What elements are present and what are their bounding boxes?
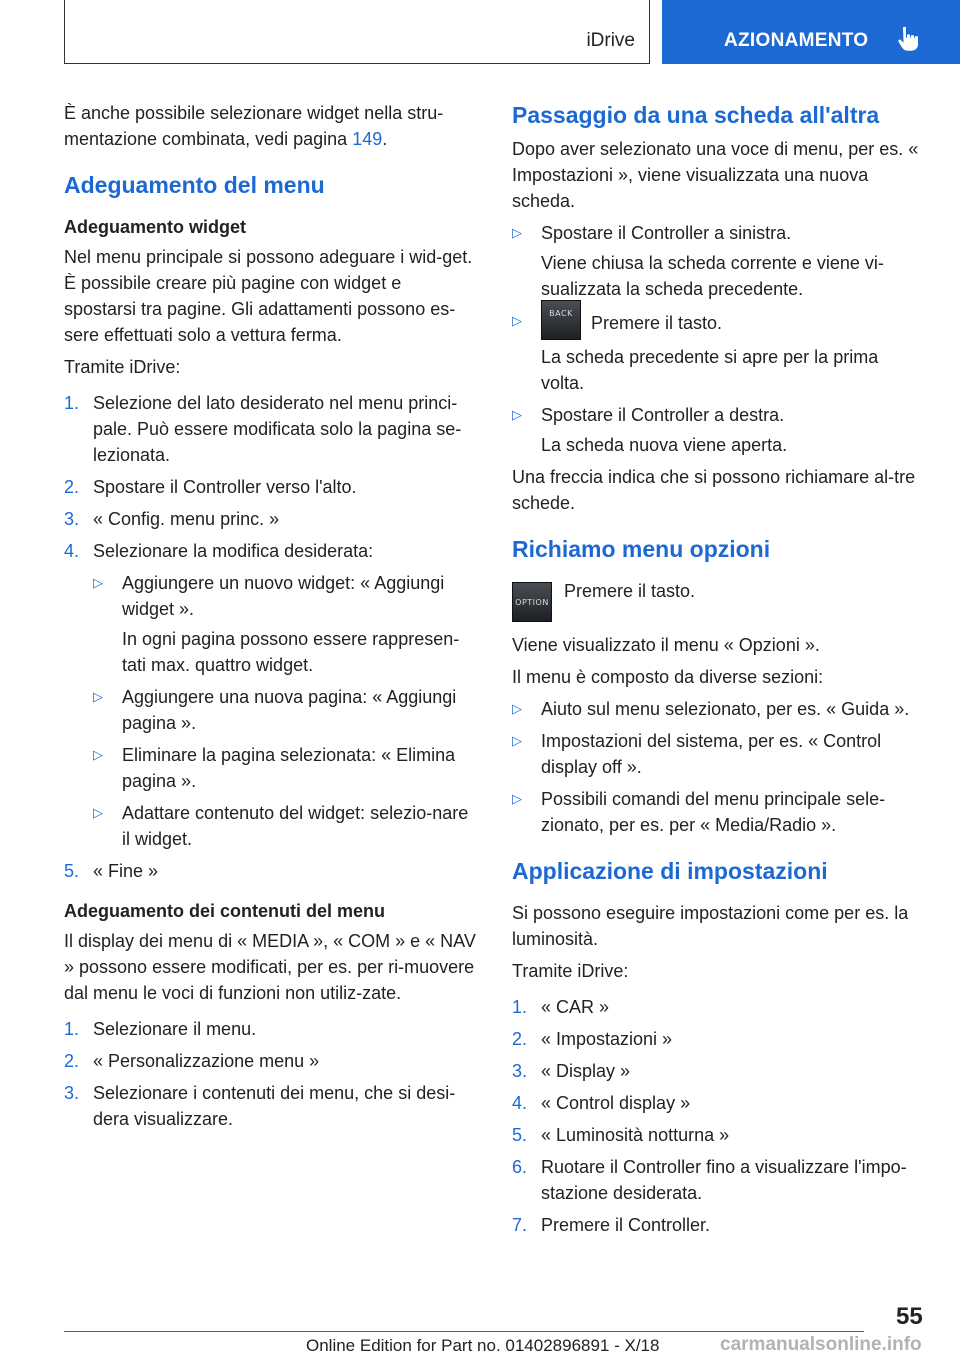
triangle-bullet-icon: ▷ bbox=[512, 407, 522, 422]
heading-passaggio-scheda: Passaggio da una scheda all'altra bbox=[512, 102, 880, 128]
footer-edition: Online Edition for Part no. 01402896891 - X/18 bbox=[306, 1336, 660, 1355]
heading-adeguamento-menu: Adeguamento del menu bbox=[64, 172, 325, 198]
heading-applicazione-impostazioni: Applicazione di impostazioni bbox=[512, 858, 828, 884]
triangle-bullet-icon: ▷ bbox=[512, 733, 522, 748]
list-item: 5. « Luminosità notturna » bbox=[512, 1125, 730, 1145]
triangle-bullet-icon: ▷ bbox=[93, 805, 103, 820]
page-number: 55 bbox=[896, 1303, 923, 1330]
triangle-bullet-icon: ▷ bbox=[93, 575, 103, 590]
list-item: ▷ Aggiungere una nuova pagina: « Aggiungi pagina ». bbox=[93, 684, 476, 736]
widget-paragraph: Nel menu principale si possono adeguare i wid-get. È possibile creare più pagine con widget e spostarsi tra pagine. Gli adattamenti possono es-sere effettuati solo a vettura ferma. bbox=[64, 247, 473, 345]
tabs-paragraph: Dopo aver selezionato una voce di menu, per es. « Impostazioni », viene visualizzata una nuova scheda. bbox=[512, 139, 919, 211]
intro-paragraph: È anche possibile selezionare widget nella stru-mentazione combinata, vedi pagina 149. bbox=[64, 103, 444, 149]
heading-adeguamento-widget: Adeguamento widget bbox=[64, 217, 247, 237]
list-item: ▷ Impostazioni del sistema, per es. « Control display off ». bbox=[512, 728, 926, 780]
triangle-bullet-icon: ▷ bbox=[93, 747, 103, 762]
modification-options bbox=[93, 570, 476, 852]
header-chapter-tab bbox=[662, 0, 960, 64]
list-item: ▷ BACK Premere il tasto. La scheda precedente si apre per la prima volta. bbox=[512, 308, 926, 396]
settings-paragraph: Si possono eseguire impostazioni come per es. la luminosità. bbox=[512, 903, 909, 949]
tramite-idrive-label: Tramite iDrive: bbox=[512, 961, 629, 981]
list-item: 4. « Control display » bbox=[512, 1093, 691, 1113]
header-chapter-title: AZIONAMENTO bbox=[724, 30, 869, 51]
list-item: 2. « Personalizzazione menu » bbox=[64, 1051, 320, 1071]
list-item: 1. Selezionare il menu. bbox=[64, 1019, 257, 1039]
contents-paragraph: Il display dei menu di « MEDIA », « COM » e « NAV » possono essere modificati, per es. per ri-muovere dal menu le voci di funzioni non utiliz-zate. bbox=[64, 931, 476, 1003]
heading-menu-opzioni: Richiamo menu opzioni bbox=[512, 536, 771, 562]
pointing-hand-icon bbox=[894, 24, 924, 54]
settings-steps bbox=[512, 994, 926, 1238]
list-item: ▷ Adattare contenuto del widget: selezio-nare il widget. bbox=[93, 800, 476, 852]
list-item: ▷ Spostare il Controller a destra. La scheda nuova viene aperta. bbox=[512, 402, 926, 458]
list-item: 1. « CAR » bbox=[512, 997, 610, 1017]
list-item: ▷ Spostare il Controller a sinistra. Viene chiusa la scheda corrente e viene vi-sualizzata la scheda precedente. bbox=[512, 220, 926, 302]
triangle-bullet-icon: ▷ bbox=[93, 689, 103, 704]
tramite-idrive-label: Tramite iDrive: bbox=[64, 357, 181, 377]
page-link[interactable]: 149 bbox=[352, 129, 383, 149]
contents-steps bbox=[64, 1016, 476, 1132]
triangle-bullet-icon: ▷ bbox=[512, 701, 522, 716]
back-button-icon: BACK bbox=[541, 300, 581, 340]
list-item: 3. « Display » bbox=[512, 1061, 631, 1081]
list-item: 2. « Impostazioni » bbox=[512, 1029, 673, 1049]
triangle-bullet-icon: ▷ bbox=[512, 791, 522, 806]
list-item: 2. Spostare il Controller verso l'alto. bbox=[64, 477, 357, 497]
arrow-paragraph: Una freccia indica che si possono richiamare al-tre schede. bbox=[512, 467, 916, 513]
triangle-bullet-icon: ▷ bbox=[512, 313, 522, 328]
list-item: 1. Selezione del lato desiderato nel menu princi-pale. Può essere modificata solo la pagina se-lezionata. bbox=[64, 393, 462, 465]
header-section-title: iDrive bbox=[586, 30, 635, 51]
heading-adeguamento-contenuti: Adeguamento dei contenuti del menu bbox=[64, 901, 386, 921]
option-button-icon: OPTION bbox=[512, 582, 552, 622]
list-item: 3. « Config. menu princ. » bbox=[64, 509, 280, 529]
triangle-bullet-icon: ▷ bbox=[512, 225, 522, 240]
options-paragraph-2: Il menu è composto da diverse sezioni: bbox=[512, 667, 824, 687]
list-item: ▷ Aggiungere un nuovo widget: « Aggiungi widget ». In ogni pagina possono essere rappresen-tati max. quattro widget. bbox=[93, 570, 476, 678]
list-item: ▷ Possibili comandi del menu principale sele-zionato, per es. per « Media/Radio ». bbox=[512, 786, 926, 838]
list-item: 6. Ruotare il Controller fino a visualizzare l'impo-stazione desiderata. bbox=[512, 1157, 907, 1203]
left-column bbox=[64, 100, 476, 1138]
right-column bbox=[512, 100, 926, 1244]
option-press-row: OPTION Premere il tasto. bbox=[512, 578, 926, 622]
tab-steps bbox=[512, 220, 926, 458]
watermark: carmanualsonline.info bbox=[720, 1334, 922, 1355]
list-item: ▷ Eliminare la pagina selezionata: « Elimina pagina ». bbox=[93, 742, 476, 794]
list-item: ▷ Aiuto sul menu selezionato, per es. « Guida ». bbox=[512, 696, 926, 722]
option-sections bbox=[512, 696, 926, 838]
options-paragraph-1: Viene visualizzato il menu « Opzioni ». bbox=[512, 635, 820, 655]
list-item: 4. Selezionare la modifica desiderata: ▷ Aggiungere un nuovo widget: « Aggiungi widget ». In ogni pagina possono essere rappresen-tati max. quattro widget. ▷ Aggiungere una nuova pagina: « Aggiungi pagina ». ▷ Eliminare la pagina selezionata: « Elimina pagina ». ▷ Adattare contenuto del widget: selezio-nare il widget. bbox=[64, 538, 476, 852]
list-item: 3. Selezionare i contenuti dei menu, che si desi-dera visualizzare. bbox=[64, 1083, 456, 1129]
widget-steps bbox=[64, 390, 476, 884]
list-item: 5. « Fine » bbox=[64, 861, 159, 881]
header-section-box bbox=[64, 0, 650, 64]
list-item: 7. Premere il Controller. bbox=[512, 1215, 711, 1235]
